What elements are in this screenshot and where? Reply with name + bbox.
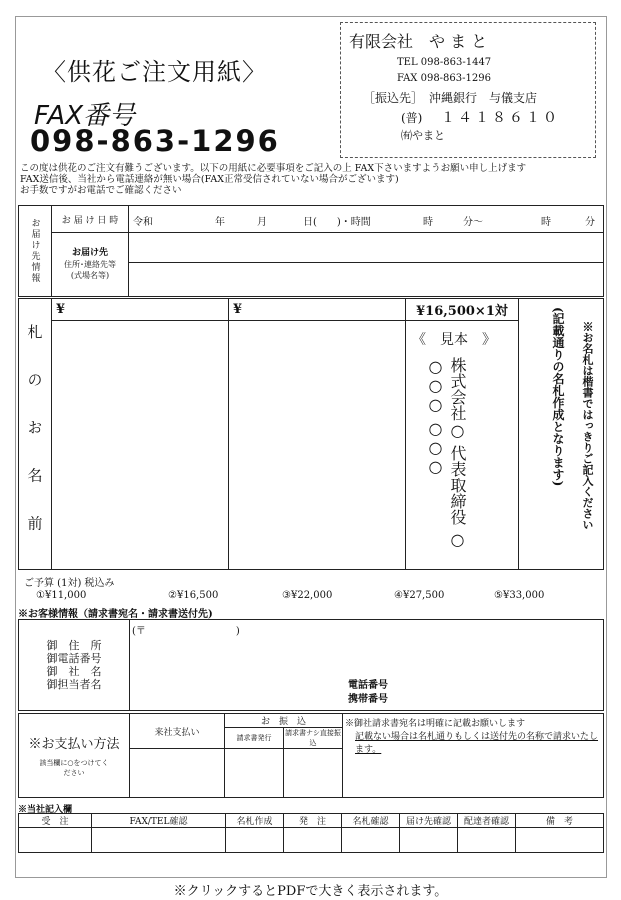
payment-remark-1: ※御社請求書宛名は明確に記載お願いします [345, 719, 526, 729]
delivery-date-label: お 届 け 日 時 [52, 206, 129, 233]
no-invoice-field[interactable] [284, 749, 343, 798]
destination-field-1[interactable] [129, 233, 604, 263]
col-delivery-check: 配達者確認 [458, 814, 516, 828]
account-type: (普) [401, 111, 423, 125]
company-tel: TEL 098-863-1447 [397, 57, 492, 68]
minute2-label: 分 [585, 217, 595, 228]
payment-title: ※お支払い方法 [28, 737, 120, 752]
no-invoice-label: 請求書ナシ直接振込 [285, 729, 341, 747]
invoice-field[interactable] [225, 749, 284, 798]
destination-sub1: 住所･連絡先等 [64, 260, 116, 269]
budget-option-4[interactable]: ④¥27,500 [394, 590, 445, 601]
delivery-date-field[interactable] [129, 206, 604, 233]
fax-number: 098-863-1296 [30, 124, 280, 158]
mobile-number-label: 携帯番号 [348, 694, 388, 705]
month-label: 月 [257, 217, 267, 228]
note-line-1: この度は供花のご注文有難うございます。以下の用紙に必要事項をご記入の上 FAX下さいますようお願い申し上げます [20, 163, 527, 174]
nameplate-section-label [19, 299, 52, 570]
form-title: 〈供花ご注文用紙〉 [42, 58, 267, 86]
office-use-label: ※当社記入欄 [18, 805, 73, 815]
col-order: 受 注 [19, 814, 92, 828]
office-cell[interactable] [284, 828, 342, 853]
pdf-link-note[interactable]: ※クリックするとPDFで大きく表示されます。 [173, 884, 448, 899]
note-line-3: お手数ですがお電話でご確認ください [20, 185, 182, 196]
transfer-label: お 振 込 [225, 714, 343, 728]
phone-number-label: 電話番号 [348, 680, 388, 691]
budget-label: ご予算 (1対) 税込み [24, 578, 115, 589]
nameplate-note-2: (記載通りの名札作成となります) [551, 307, 565, 487]
delivery-section-label: お届け先情報 [19, 206, 52, 297]
col-dispatch: 発 注 [284, 814, 342, 828]
destination-sub2: (式場名等) [70, 271, 110, 280]
address-label: 御 住 所 [46, 639, 102, 652]
contact-label: 御担当者名 [46, 678, 102, 691]
office-cell[interactable] [516, 828, 604, 853]
office-cell[interactable] [19, 828, 92, 853]
sample-nameplate [406, 321, 519, 570]
nameplate-table [18, 298, 604, 570]
col-nameplate: 名札作成 [226, 814, 284, 828]
company-box [340, 22, 596, 158]
destination-field-2[interactable] [129, 263, 604, 297]
budget-option-1[interactable]: ①¥11,000 [36, 590, 87, 601]
sample-price: ¥16,500×1対 [406, 299, 519, 321]
office-payment-label: 来社支払い [130, 714, 225, 749]
budget-option-2[interactable]: ②¥16,500 [168, 590, 219, 601]
bank-label: ［振込先］ [363, 91, 424, 105]
customer-header: ※お客様情報（請求書宛名・請求書送付先) [18, 609, 213, 620]
office-cell[interactable] [342, 828, 400, 853]
account-number: １４１８６１０ [441, 110, 560, 126]
nameplate-yen-1: ¥ [52, 299, 229, 321]
sample-label: 《 見本 》 [412, 332, 496, 348]
budget-option-3[interactable]: ③¥22,000 [282, 590, 333, 601]
year-label: 年 [215, 217, 225, 228]
office-cell[interactable] [92, 828, 226, 853]
fax-label: FAX番号 [34, 101, 136, 131]
sample-text: 株式会社○ 代表取締役 ○ ○○○ ○○○ [426, 357, 467, 550]
destination-label [52, 233, 129, 297]
nameplate-field-1[interactable] [52, 321, 229, 570]
minute-label: 分〜 [463, 217, 483, 228]
nameplate-field-2[interactable] [229, 321, 406, 570]
col-fax-tel: FAX/TEL確認 [92, 814, 226, 828]
company-label: 御 社 名 [46, 665, 102, 678]
invoice-label: 請求書発行 [225, 728, 284, 749]
col-nameplate-check: 名札確認 [342, 814, 400, 828]
delivery-table [18, 205, 604, 297]
payment-remarks [343, 714, 604, 798]
account-holder: ㈲やまと [401, 129, 445, 142]
customer-info-field[interactable] [130, 620, 604, 711]
hour2-label: 時 [541, 217, 551, 228]
destination-title: お届け先 [71, 248, 108, 258]
nameplate-section-text: 札 の お 名 前 [25, 323, 44, 545]
nameplate-notes [519, 299, 604, 570]
col-destination-check: 届け先確認 [400, 814, 458, 828]
budget-option-5[interactable]: ⑤¥33,000 [494, 590, 545, 601]
phone-label: 御電話番号 [46, 652, 102, 665]
payment-method-label [19, 714, 130, 798]
office-cell[interactable] [226, 828, 284, 853]
nameplate-note-1: ※お名札は楷書ではっきりご記入ください [581, 321, 594, 530]
office-cell[interactable] [400, 828, 458, 853]
nameplate-yen-2: ¥ [229, 299, 406, 321]
postal-code: (〒 ) [132, 626, 240, 637]
office-payment-field[interactable] [130, 749, 225, 798]
office-cell[interactable] [458, 828, 516, 853]
payment-remark-2: 記載ない場合は名札通りもしくは送付先の名称で請求いたします。 [355, 732, 599, 755]
payment-table [18, 713, 604, 798]
hour-label: 時 [423, 217, 433, 228]
company-fax: FAX 098-863-1296 [397, 73, 491, 84]
customer-field-labels [19, 620, 130, 711]
col-remarks: 備 考 [516, 814, 604, 828]
company-name: 有限会社 や ま と [349, 32, 488, 51]
note-line-2: FAX送信後、当社から電話連絡が無い場合(FAX正常受信されていない場合がございます) [20, 174, 399, 185]
office-use-table [18, 813, 604, 853]
day-label: 日( )・時間 [303, 217, 371, 228]
payment-note: 該当欄に○をつけてください [39, 759, 109, 777]
era-label: 令和 [133, 217, 153, 228]
customer-table [18, 619, 604, 711]
bank-name: 沖縄銀行 与儀支店 [429, 91, 538, 105]
